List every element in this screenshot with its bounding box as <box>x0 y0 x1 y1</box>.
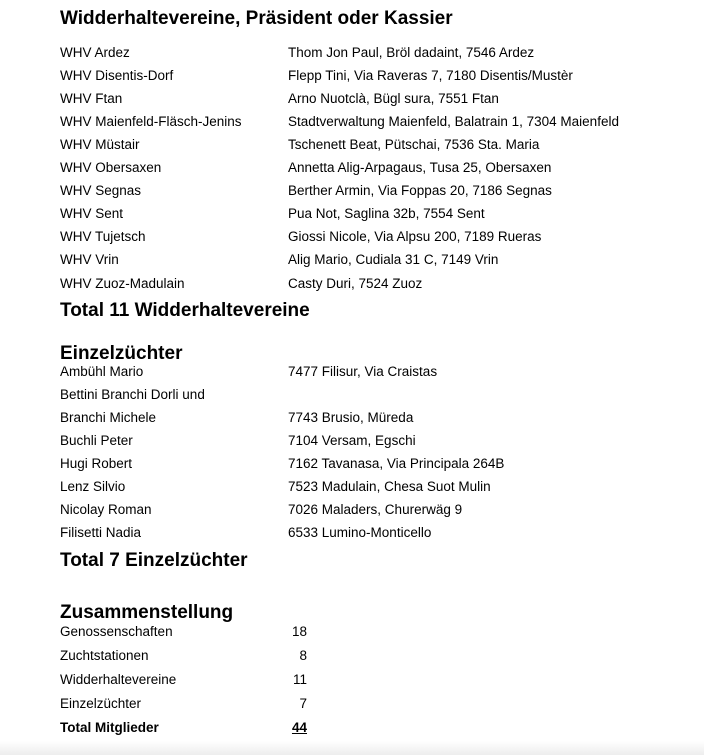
row-name: WHV Sent <box>60 206 124 221</box>
summary-total-row <box>60 720 320 740</box>
row-name: WHV Ardez <box>60 45 130 60</box>
summary-row <box>60 624 320 644</box>
row-name: Nicolay Roman <box>60 502 152 517</box>
row-name: Bettini Branchi Dorli und <box>60 387 205 402</box>
row-contact: Pua Not, Saglina 32b, 7554 Sent <box>288 206 485 221</box>
summary-label: Zuchtstationen <box>60 648 149 663</box>
row-contact: Giossi Nicole, Via Alpsu 200, 7189 Rueras <box>288 229 542 244</box>
row-name: WHV Segnas <box>60 183 142 198</box>
row-name: WHV Ftan <box>60 91 123 106</box>
row-name: WHV Disentis-Dorf <box>60 68 174 83</box>
row-name: WHV Obersaxen <box>60 160 162 175</box>
row-name: Lenz Silvio <box>60 479 126 494</box>
row-name: WHV Tujetsch <box>60 229 146 244</box>
summary-value: 11 <box>292 672 307 687</box>
row-contact: 7162 Tavanasa, Via Principala 264B <box>288 456 505 471</box>
row-contact: Tschenett Beat, Pütschai, 7536 Sta. Maria <box>288 137 540 152</box>
summary-value: 8 <box>299 648 307 663</box>
summary-row <box>60 672 320 692</box>
section-total-einzelzuechter: Total 7 Einzelzüchter <box>60 550 248 571</box>
table-row <box>60 364 700 384</box>
row-contact: Arno Nuotclà, Bügl sura, 7551 Ftan <box>288 91 499 106</box>
summary-row <box>60 696 320 716</box>
row-name: WHV Müstair <box>60 137 140 152</box>
row-contact: Flepp Tini, Via Raveras 7, 7180 Disentis/Mustèr <box>288 68 573 83</box>
row-name: WHV Zuoz-Madulain <box>60 276 185 291</box>
table-row <box>60 387 700 407</box>
table-row <box>60 276 700 296</box>
row-name: Filisetti Nadia <box>60 525 142 540</box>
row-name: Hugi Robert <box>60 456 133 471</box>
summary-total-value: 44 <box>291 720 307 735</box>
table-row <box>60 68 700 88</box>
row-name: Branchi Michele <box>60 410 157 425</box>
section-title-einzelzuechter: Einzelzüchter <box>60 343 183 364</box>
table-row <box>60 160 700 180</box>
table-row <box>60 114 700 134</box>
table-row <box>60 433 700 453</box>
section-total-widderhaltevereine: Total 11 Widderhaltevereine <box>60 300 310 321</box>
row-contact: Annetta Alig-Arpagaus, Tusa 25, Obersaxen <box>288 160 552 175</box>
table-row <box>60 252 700 272</box>
row-contact: 7026 Maladers, Churerwäg 9 <box>288 502 463 517</box>
row-contact: Berther Armin, Via Foppas 20, 7186 Segnas <box>288 183 552 198</box>
summary-label: Widderhaltevereine <box>60 672 177 687</box>
row-name: WHV Vrin <box>60 252 119 267</box>
summary-row <box>60 648 320 668</box>
section-title-zusammenstellung: Zusammenstellung <box>60 602 234 623</box>
row-contact: 7743 Brusio, Müreda <box>288 410 414 425</box>
summary-label: Einzelzüchter <box>60 696 142 711</box>
row-contact: Thom Jon Paul, Bröl dadaint, 7546 Ardez <box>288 45 535 60</box>
row-contact: 7523 Madulain, Chesa Suot Mulin <box>288 479 491 494</box>
row-contact: 7477 Filisur, Via Craistas <box>288 364 438 379</box>
row-contact: Alig Mario, Cudiala 31 C, 7149 Vrin <box>288 252 499 267</box>
row-contact: 6533 Lumino-Monticello <box>288 525 432 540</box>
table-row <box>60 229 700 249</box>
table-row <box>60 45 700 65</box>
row-name: Ambühl Mario <box>60 364 144 379</box>
table-row <box>60 206 700 226</box>
summary-value: 7 <box>299 696 307 711</box>
row-contact: 7104 Versam, Egschi <box>288 433 416 448</box>
table-row <box>60 183 700 203</box>
row-name: Buchli Peter <box>60 433 133 448</box>
table-row <box>60 456 700 476</box>
table-row <box>60 479 700 499</box>
row-contact: Casty Duri, 7524 Zuoz <box>288 276 423 291</box>
row-name: WHV Maienfeld-Fläsch-Jenins <box>60 114 242 129</box>
summary-value: 18 <box>291 624 307 639</box>
table-row <box>60 137 700 157</box>
page-bottom-edge <box>0 741 704 755</box>
summary-total-label: Total Mitglieder <box>60 720 159 735</box>
summary-label: Genossenschaften <box>60 624 173 639</box>
table-row <box>60 410 700 430</box>
table-row <box>60 525 700 545</box>
table-row <box>60 91 700 111</box>
table-row <box>60 502 700 522</box>
section-title-widderhaltevereine: Widderhaltevereine, Präsident oder Kassier <box>60 8 453 29</box>
row-contact: Stadtverwaltung Maienfeld, Balatrain 1, 7304 Maienfeld <box>288 114 619 129</box>
